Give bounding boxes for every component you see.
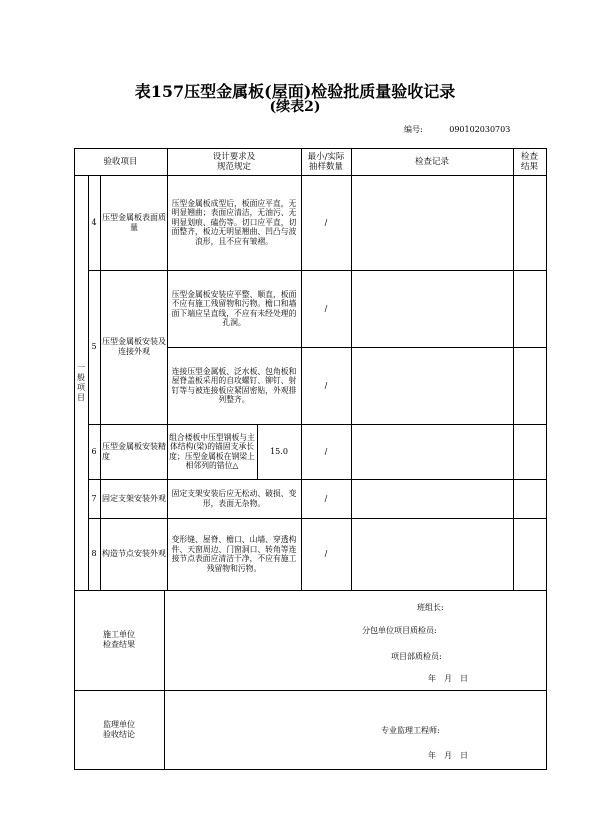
row-requirement: 压型金属板安装应平整、顺直，板面不应有施工残留物和污物。檐口和墙面下端应呈直线，不应有未经处理的孔洞。 bbox=[171, 289, 297, 327]
row-result[interactable] bbox=[514, 425, 545, 478]
row-requirement: 连接压型金属板、泛水板、包角板和屋脊盖板采用的自攻螺钉、铆钉、射钉等与被连接板应紧固密贴，外观排列整齐。 bbox=[171, 366, 297, 404]
header-design-req: 设计要求及 规范规定 bbox=[212, 151, 256, 172]
row-sample: / bbox=[324, 549, 328, 558]
row-name: 固定支架安装外观 bbox=[102, 493, 166, 503]
row-name: 压型金属板安装及连接外观 bbox=[102, 337, 166, 356]
header-result: 检查 结果 bbox=[520, 151, 538, 172]
row-no: 5 bbox=[91, 342, 97, 351]
row-record[interactable] bbox=[352, 480, 512, 517]
header-record: 检查记录 bbox=[414, 156, 449, 167]
construction-label: 施工单位 检查结果 bbox=[103, 630, 135, 649]
row-result[interactable] bbox=[514, 480, 545, 517]
row-no: 6 bbox=[91, 446, 97, 456]
row-req-value: 15.0 bbox=[270, 446, 288, 456]
sub-inspector-label: 分包单位项目质检员: bbox=[362, 626, 437, 635]
doc-code bbox=[404, 124, 510, 135]
team-leader-label: 班组长: bbox=[417, 603, 444, 612]
row-requirement: 组合楼板中压型钢板与主体结构(梁)的锚固支承长度；压型金属板在钢梁上相邻列的错位△ bbox=[169, 432, 255, 470]
category-label: 一 般 项 目 bbox=[77, 362, 85, 402]
row-name: 压型金属板安装精度 bbox=[102, 441, 166, 461]
row-record[interactable] bbox=[352, 176, 512, 269]
row-record[interactable] bbox=[352, 271, 512, 346]
dept-inspector-label: 项目部质检员: bbox=[391, 652, 442, 661]
row-result[interactable] bbox=[514, 348, 545, 423]
row-result[interactable] bbox=[514, 176, 545, 269]
supervision-label: 监理单位 验收结论 bbox=[103, 719, 135, 739]
header-item: 验收项目 bbox=[103, 156, 138, 167]
supervision-engineer-label: 专业监理工程师: bbox=[381, 726, 440, 735]
row-sample: / bbox=[324, 303, 328, 313]
page-title: 表157压型金属板(屋面)检验批质量验收记录 bbox=[134, 82, 456, 101]
row-record[interactable] bbox=[352, 425, 512, 478]
row-sample: / bbox=[324, 493, 328, 503]
row-sample: / bbox=[324, 217, 328, 227]
header-sample: 最小/实际 抽样数量 bbox=[307, 151, 345, 172]
page-subtitle: (续表2) bbox=[269, 99, 321, 115]
row-requirement: 压型金属板成型后，板面应平直，无明显翘曲；表面应清洁，无油污、无明显划痕、磕伤等。切口应平直，切面整齐，板边无明显翘曲、凹凸与波浪形，且不应有皱褶。 bbox=[171, 198, 297, 246]
code-label: 编号: bbox=[404, 125, 423, 134]
row-no: 8 bbox=[91, 549, 97, 558]
row-record[interactable] bbox=[352, 519, 512, 589]
row-sample: / bbox=[324, 446, 328, 456]
row-requirement: 固定支架安装后应无松动、破损、变形，表面无杂物。 bbox=[171, 489, 297, 508]
row-requirement: 变形缝、屋脊、檐口、山墙、穿透构件、天窗周边、门窗洞口、转角等连接节点表面应清洁干净，不应有施工残留物和污物。 bbox=[171, 535, 297, 573]
row-result[interactable] bbox=[514, 519, 545, 589]
construction-date: 年 月 日 bbox=[428, 674, 468, 683]
row-no: 7 bbox=[91, 493, 97, 503]
row-name: 压型金属板表面质量 bbox=[102, 212, 166, 232]
row-record[interactable] bbox=[352, 348, 512, 423]
supervision-date: 年 月 日 bbox=[428, 751, 468, 760]
row-no: 4 bbox=[91, 217, 97, 227]
row-result[interactable] bbox=[514, 271, 545, 346]
row-name: 构造节点安装外观 bbox=[102, 549, 166, 558]
row-sample: / bbox=[324, 380, 328, 390]
code-value: 09010203070З bbox=[449, 125, 511, 134]
